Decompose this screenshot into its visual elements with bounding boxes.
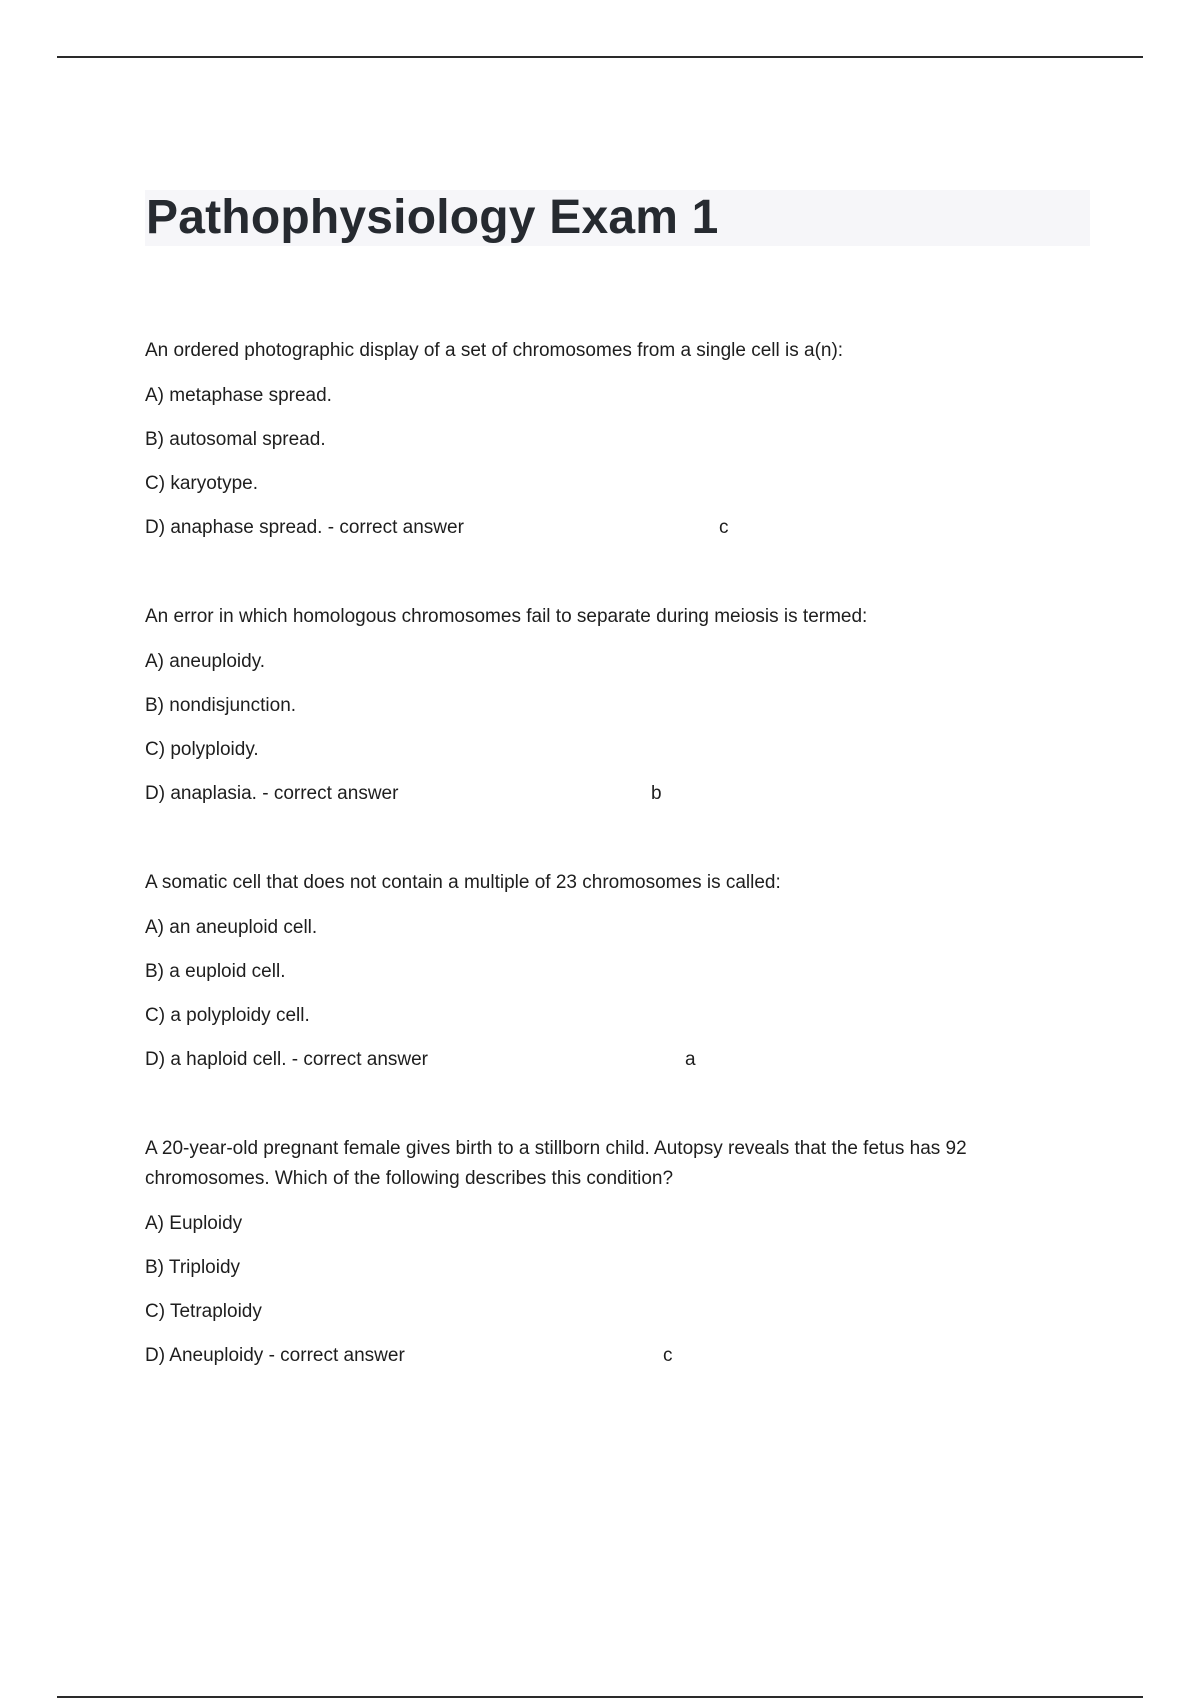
question-3 — [145, 868, 1045, 1074]
bottom-rule — [57, 1696, 1143, 1698]
question-1 — [145, 336, 1045, 542]
option-b: B) Triploidy — [145, 1257, 241, 1278]
option-d: D) Aneuploidy - correct answer — [145, 1345, 405, 1366]
option-c: C) polyploidy. — [145, 739, 259, 760]
option-b: B) nondisjunction. — [145, 695, 297, 716]
question-stem: An ordered photographic display of a set of chromosomes from a single cell is a(n): — [145, 340, 844, 361]
option-a: A) aneuploidy. — [145, 651, 266, 672]
question-2 — [145, 602, 1045, 808]
question-stem: A somatic cell that does not contain a multiple of 23 chromosomes is called: — [145, 872, 781, 893]
question-stem: An error in which homologous chromosomes fail to separate during meiosis is termed: — [145, 606, 868, 627]
option-c: C) a polyploidy cell. — [145, 1005, 310, 1026]
option-d-row — [145, 1046, 1045, 1074]
option-d-row — [145, 1342, 1045, 1370]
option-c: C) karyotype. — [145, 473, 258, 494]
option-d: D) anaphase spread. - correct answer — [145, 517, 464, 538]
correct-answer: b — [651, 783, 662, 804]
option-b: B) autosomal spread. — [145, 429, 326, 450]
option-c: C) Tetraploidy — [145, 1301, 262, 1322]
option-a: A) an aneuploid cell. — [145, 917, 318, 938]
question-list — [145, 336, 1045, 1430]
option-a: A) Euploidy — [145, 1213, 243, 1234]
option-b: B) a euploid cell. — [145, 961, 286, 982]
option-a: A) metaphase spread. — [145, 385, 332, 406]
top-rule — [57, 56, 1143, 58]
option-d: D) a haploid cell. - correct answer — [145, 1049, 428, 1070]
page-title: Pathophysiology Exam 1 — [146, 191, 719, 244]
correct-answer: c — [719, 517, 729, 538]
question-4 — [145, 1134, 1045, 1370]
correct-answer: c — [663, 1345, 673, 1366]
option-d-row — [145, 780, 1045, 808]
correct-answer: a — [685, 1049, 696, 1070]
option-d-row — [145, 514, 1045, 542]
question-stem: A 20-year-old pregnant female gives birth to a stillborn child. Autopsy reveals that the fetus has 92 chromosomes. Which of the following describes this condition? — [145, 1138, 967, 1189]
option-d: D) anaplasia. - correct answer — [145, 783, 399, 804]
